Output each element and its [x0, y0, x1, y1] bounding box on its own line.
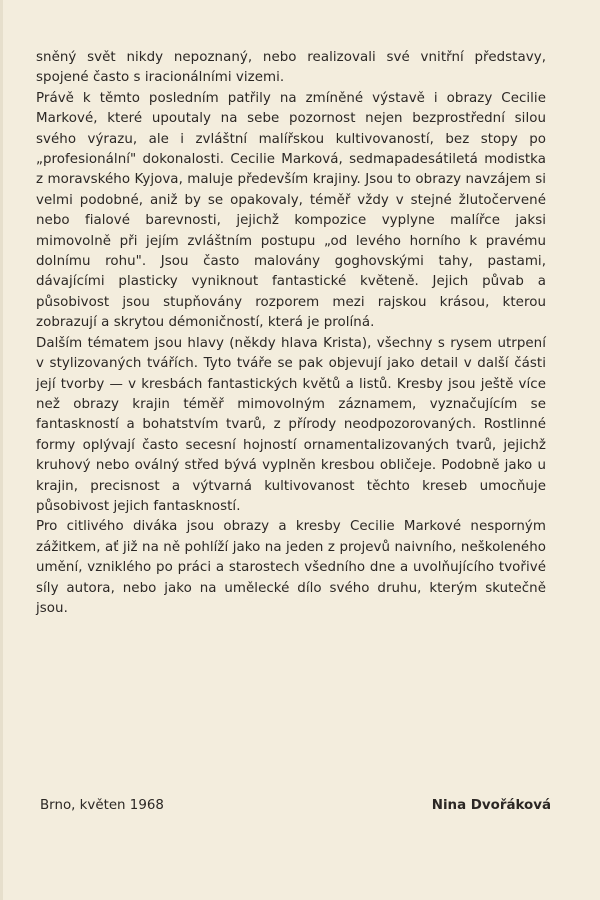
author-name: Nina Dvořáková [431, 798, 551, 813]
place-date: Brno, květen 1968 [40, 798, 164, 813]
body-text [36, 48, 546, 619]
paragraph-1: sněný svět nikdy nepoznaný, nebo realizovali své vnitřní představy, spojené často s iracionálními vizemi. [36, 50, 546, 86]
paragraph-3: Dalším tématem jsou hlavy (někdy hlava Krista), všechny s rysem utrpení v stylizovaných tvářích. Tyto tváře se pak objevují jako detail v další části její tvorby — v kresbách fantastických květů a listů. Kresby jsou ještě více než obrazy krajin téměř mimovolným záznamem, vyznačujícím se fantaskností a bohatstvím tvarů, z přírody neodpozorovaných. Rostlinné formy oplývají často secesní hojností ornamentalizovaných tvarů, jejichž kruhový nebo oválný střed bývá vyplněn kresbou obličeje. Podobně jako u krajin, precisnost a výtvarná kultivovanost těchto kreseb umocňuje působivost jejich fantaskností. [36, 335, 546, 514]
paragraph-4: Pro citlivého diváka jsou obrazy a kresby Cecilie Markové nesporným zážitkem, ať již na ně pohlíží jako na jeden z projevů naivního, neškoleného umění, vzniklého po práci a starostech všedního dne a uvolňujícího tvořivé síly autora, nebo jako na umělecké dílo svého druhu, kterým skutečně jsou. [36, 519, 546, 616]
paragraph-2: Právě k těmto posledním patřily na zmíněné výstavě i obrazy Cecilie Markové, které upoutaly na sebe pozornost nejen bezprostřední silou svého výrazu, ale i zvláštní malířskou kultivovaností, bez stopy po „profesionální" dokonalosti. Cecilie Marková, sedmapadesátiletá modistka z moravského Kyjova, maluje především krajiny. Jsou to obrazy navzájem si velmi podobné, aniž by se opakovaly, téměř vždy v stejné žlutočervené nebo fialové barevnosti, jejichž kompozice vyplyne malířce jaksi mimovolně při jejím zvláštním postupu „od levého horního k pravému dolnímu rohu". Jsou často malovány goghovskými tahy, pastami, dávajícími plasticky vyniknout fantastické květeně. Jejich půvab a působivost jsou stupňovány rozporem mezi rajskou krásou, kterou zobrazují a skrytou démoničností, která je prolíná. [36, 90, 546, 331]
